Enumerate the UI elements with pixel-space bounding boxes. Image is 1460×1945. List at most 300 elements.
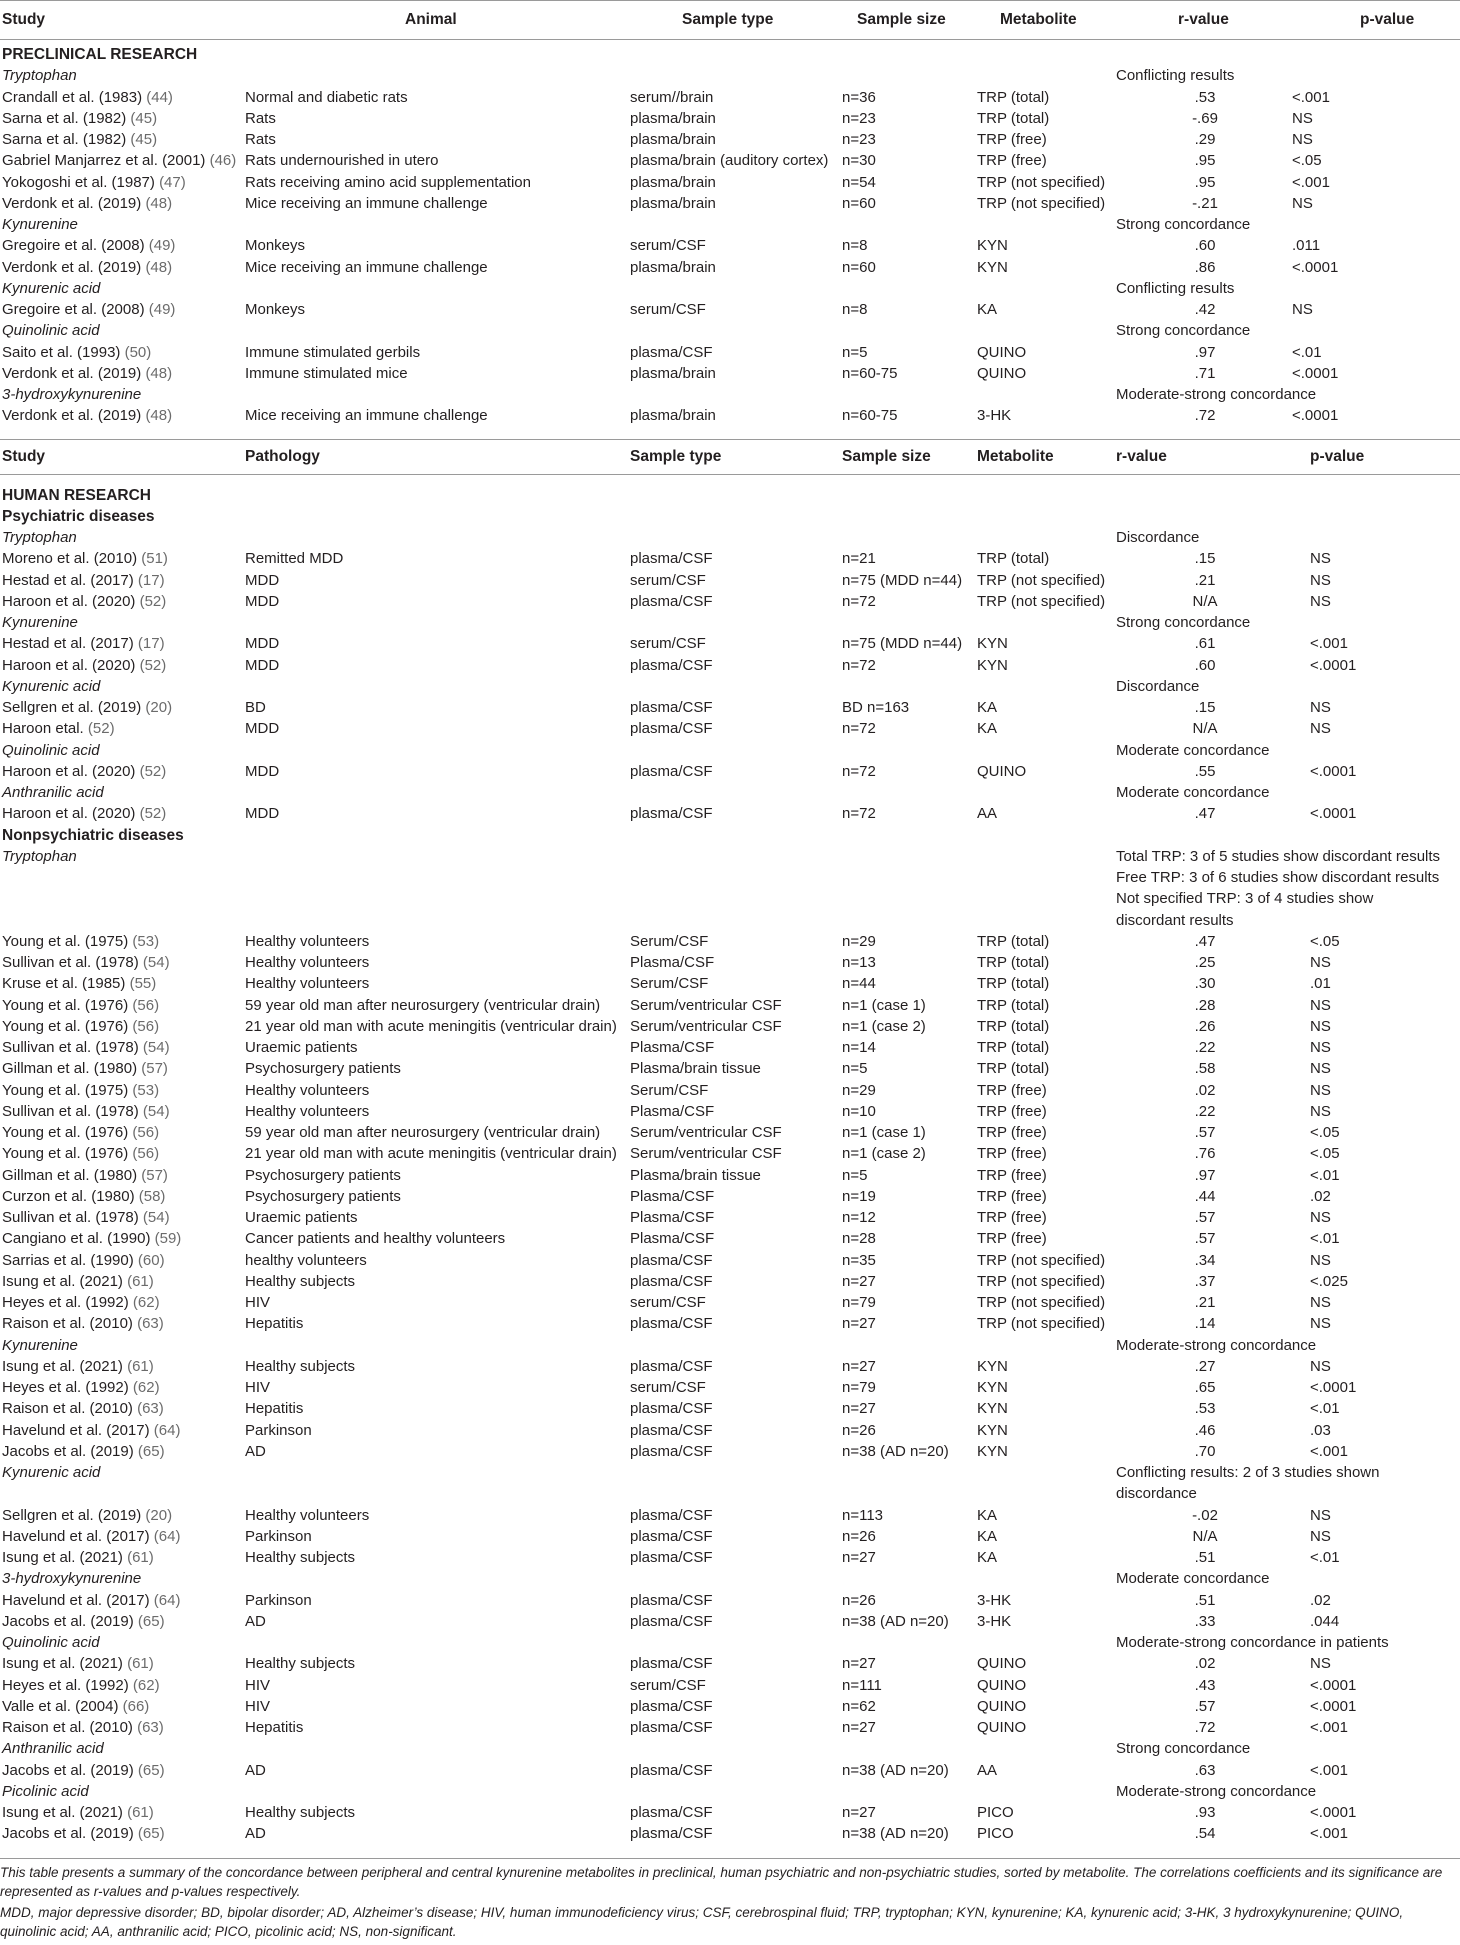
sample-size-cell: n=75 (MDD n=44) — [842, 571, 963, 589]
citation-link[interactable]: (56) — [132, 1145, 160, 1163]
study-cell: Jacobs et al. (2019) (65) — [2, 1612, 165, 1630]
p-value-cell: <.001 — [1310, 635, 1348, 653]
subject-cell: MDD — [245, 720, 280, 738]
metabolite-cell: TRP (not specified) — [977, 1251, 1106, 1269]
sample-type-cell: plasma/CSF — [630, 1591, 713, 1609]
citation-link[interactable]: (48) — [145, 258, 173, 276]
sample-type-cell: plasma/CSF — [630, 1272, 713, 1290]
sample-type-cell: plasma/CSF — [630, 1400, 713, 1418]
col-sample-type: Sample type — [630, 447, 722, 465]
study-cell: Jacobs et al. (2019) (65) — [2, 1442, 165, 1460]
sample-size-cell: n=113 — [842, 1506, 884, 1524]
p-value-cell: NS — [1310, 1294, 1331, 1311]
citation-link[interactable]: (61) — [127, 1272, 154, 1290]
p-value-cell: <.0001 — [1310, 1697, 1357, 1715]
citation-link[interactable]: (57) — [141, 1060, 168, 1078]
citation-link[interactable]: (48) — [145, 407, 173, 425]
study-cell: Isung et al. (2021) (61) — [2, 1655, 154, 1673]
subject-cell: Rats undernourished in utero — [245, 152, 439, 170]
sample-type-cell: plasma/CSF — [630, 1655, 713, 1673]
r-value-cell: .97 — [1194, 1166, 1216, 1184]
study-cell: Isung et al. (2021) (61) — [2, 1549, 154, 1566]
table-row — [0, 363, 1460, 384]
p-value-cell: <.01 — [1310, 1166, 1340, 1184]
citation-link[interactable]: (56) — [132, 1124, 160, 1141]
study-cell: Gabriel Manjarrez et al. (2001) (46) — [2, 152, 237, 170]
study-cell: Sellgren et al. (2019) (20) — [2, 699, 173, 716]
citation-link[interactable]: (52) — [139, 762, 167, 780]
metabolite-cell: TRP (total) — [977, 550, 1050, 568]
sample-type-cell: plasma/brain — [630, 194, 716, 212]
concordance-summary: Moderate-strong concordance — [1116, 1782, 1317, 1800]
study-cell: Moreno et al. (2010) (51) — [2, 550, 168, 568]
citation-link[interactable]: (53) — [132, 1081, 160, 1099]
study-cell: Heyes et al. (1992) (62) — [2, 1379, 160, 1396]
concordance-summary: Moderate concordance — [1116, 1570, 1270, 1588]
table-row — [0, 1760, 1460, 1781]
study-cell: Sullivan et al. (1978) (54) — [2, 954, 170, 971]
metabolite-cell: KYN — [977, 1379, 1008, 1396]
sample-size-cell: n=26 — [842, 1591, 876, 1609]
table-row — [0, 1271, 1460, 1292]
sample-size-cell: n=27 — [842, 1272, 876, 1290]
study-cell: Isung et al. (2021) (61) — [2, 1272, 154, 1290]
citation-link[interactable]: (44) — [146, 88, 173, 106]
sample-size-cell: n=1 (case 1) — [842, 1124, 926, 1141]
citation-link[interactable]: (63) — [137, 1315, 164, 1333]
citation-link[interactable]: (65) — [137, 1442, 165, 1460]
table-row — [0, 548, 1460, 569]
metabolite-group-name: 3-hydroxykynurenine — [2, 386, 142, 403]
subject-cell: Mice receiving an immune challenge — [245, 194, 488, 212]
citation-link[interactable]: (52) — [139, 656, 167, 674]
metabolite-cell: 3-HK — [977, 1612, 1012, 1630]
r-value-cell: .15 — [1194, 550, 1216, 568]
sample-type-cell: plasma/CSF — [630, 1549, 713, 1566]
citation-link[interactable]: (58) — [138, 1187, 166, 1205]
concordance-summary: Moderate-strong concordance in patients — [1116, 1634, 1389, 1651]
sample-size-cell: n=54 — [842, 173, 876, 191]
r-value-cell: .22 — [1194, 1039, 1216, 1056]
study-cell: Havelund et al. (2017) (64) — [2, 1421, 181, 1439]
citation-link[interactable]: (64) — [153, 1421, 181, 1439]
metabolite-group-name: Kynurenine — [2, 614, 78, 631]
study-cell: Young et al. (1976) (56) — [2, 1017, 160, 1035]
r-value-cell: .57 — [1194, 1124, 1216, 1141]
sample-size-cell: BD n=163 — [842, 699, 910, 716]
table-row — [0, 1122, 1460, 1143]
citation-link[interactable]: (54) — [142, 1102, 170, 1120]
concordance-summary: discordance — [1116, 1485, 1197, 1503]
citation-link[interactable]: (53) — [132, 932, 160, 950]
subject-cell: Healthy subjects — [245, 1655, 356, 1673]
sample-size-cell: n=62 — [842, 1697, 876, 1715]
table-row — [0, 1547, 1460, 1568]
p-value-cell: <.0001 — [1310, 762, 1357, 780]
subsection-title-text: Psychiatric diseases — [2, 507, 155, 525]
r-value-cell: .34 — [1194, 1251, 1216, 1269]
sample-type-cell: serum/CSF — [630, 635, 706, 653]
citation-link[interactable]: (57) — [141, 1166, 168, 1184]
metabolite-group-header — [0, 676, 1460, 697]
study-cell: Valle et al. (2004) (66) — [2, 1697, 150, 1715]
study-cell: Verdonk et al. (2019) (48) — [2, 194, 173, 212]
citation-link[interactable]: (54) — [142, 1209, 170, 1226]
citation-link[interactable]: (50) — [124, 343, 152, 361]
subject-cell: AD — [245, 1761, 266, 1779]
subject-cell: Healthy volunteers — [245, 1102, 370, 1120]
study-cell: Young et al. (1976) (56) — [2, 1145, 160, 1163]
sample-size-cell: n=14 — [842, 1039, 876, 1056]
study-cell: Gregoire et al. (2008) (49) — [2, 237, 176, 255]
concordance-summary: Free TRP: 3 of 6 studies show discordant results — [1116, 869, 1440, 886]
citation-link[interactable]: (17) — [137, 571, 165, 589]
p-value-cell: NS — [1310, 1209, 1331, 1226]
p-value-cell: <.01 — [1310, 1400, 1340, 1418]
metabolite-cell: TRP (not specified) — [977, 592, 1106, 610]
metabolite-group-header — [0, 1632, 1460, 1653]
sample-type-cell: plasma/CSF — [630, 343, 713, 361]
subject-cell: Healthy volunteers — [245, 954, 370, 971]
r-value-cell: .30 — [1194, 975, 1216, 993]
citation-link[interactable]: (20) — [145, 1506, 173, 1524]
metabolite-group-name: Kynurenic acid — [2, 677, 101, 695]
citation-link[interactable]: (49) — [148, 301, 176, 318]
metabolite-cell: KYN — [977, 1421, 1008, 1439]
citation-link[interactable]: (52) — [87, 720, 115, 738]
citation-link[interactable]: (63) — [137, 1400, 164, 1418]
study-cell: Young et al. (1976) (56) — [2, 1124, 160, 1141]
table-row — [0, 1505, 1460, 1526]
col-animal: Animal — [405, 11, 457, 28]
study-cell: Jacobs et al. (2019) (65) — [2, 1825, 165, 1843]
subject-cell: Monkeys — [245, 237, 306, 255]
metabolite-group-name: Tryptophan — [2, 529, 77, 546]
metabolite-group-name: Kynurenine — [2, 1336, 78, 1354]
metabolite-cell: AA — [977, 1761, 998, 1779]
subject-cell: Remitted MDD — [245, 550, 344, 568]
citation-link[interactable]: (61) — [127, 1357, 154, 1375]
citation-link[interactable]: (56) — [132, 1017, 160, 1035]
r-value-cell: .42 — [1194, 301, 1216, 318]
subject-cell: Normal and diabetic rats — [245, 88, 408, 106]
citation-link[interactable]: (56) — [132, 996, 160, 1014]
metabolite-group-header — [0, 846, 1460, 931]
concordance-summary: Moderate-strong concordance — [1116, 386, 1317, 403]
metabolite-cell: TRP (not specified) — [977, 1272, 1106, 1290]
section-title — [0, 44, 1460, 65]
sample-size-cell: n=36 — [842, 88, 876, 106]
header-human — [0, 439, 1460, 475]
citation-link[interactable]: (62) — [132, 1379, 160, 1396]
subsection-title — [0, 825, 1460, 846]
table-row — [0, 761, 1460, 782]
metabolite-group-name: Tryptophan — [2, 847, 77, 865]
metabolite-cell: TRP (total) — [977, 1060, 1050, 1078]
footnote-summary: This table presents a summary of the concordance between peripheral and central kynurenine metabolites in preclinical, human psychiatric and non-psychiatric studies, sorted by metabolite. The correlations coefficients and its significance are represented as r-values and p-values respectively. — [0, 1865, 1443, 1899]
citation-link[interactable]: (46) — [209, 152, 237, 170]
metabolite-cell: TRP (free) — [977, 1081, 1047, 1099]
metabolite-cell: TRP (not specified) — [977, 194, 1106, 212]
citation-link[interactable]: (65) — [137, 1612, 165, 1630]
p-value-cell: <.001 — [1310, 1761, 1348, 1779]
study-cell: Sarna et al. (1982) (45) — [2, 131, 158, 148]
sample-size-cell: n=26 — [842, 1527, 876, 1545]
metabolite-group-header — [0, 1462, 1460, 1505]
citation-link[interactable]: (62) — [132, 1676, 160, 1694]
sample-size-cell: n=23 — [842, 109, 876, 127]
metabolite-cell: KA — [977, 301, 998, 318]
p-value-cell: NS — [1310, 1357, 1331, 1375]
citation-link[interactable]: (45) — [130, 131, 158, 148]
sample-size-cell: n=60 — [842, 194, 876, 212]
p-value-cell: NS — [1310, 1039, 1331, 1056]
metabolite-group-header — [0, 65, 1460, 86]
p-value-cell: <.0001 — [1310, 656, 1357, 674]
citation-link[interactable]: (64) — [153, 1527, 181, 1545]
sample-type-cell: plasma/CSF — [630, 1527, 713, 1545]
citation-link[interactable]: (48) — [145, 194, 173, 212]
p-value-cell: NS — [1310, 1017, 1331, 1035]
subject-cell: HIV — [245, 1379, 271, 1396]
study-cell: Raison et al. (2010) (63) — [2, 1719, 164, 1736]
citation-link[interactable]: (55) — [129, 975, 157, 993]
r-value-cell: .44 — [1194, 1187, 1216, 1205]
table-row — [0, 1696, 1460, 1717]
study-cell: Gillman et al. (1980) (57) — [2, 1060, 168, 1078]
citation-link[interactable]: (65) — [137, 1761, 165, 1779]
citation-link[interactable]: (54) — [142, 1039, 170, 1056]
subject-cell: Mice receiving an immune challenge — [245, 258, 488, 276]
r-value-cell: .57 — [1194, 1230, 1216, 1248]
p-value-cell: NS — [1310, 571, 1331, 589]
table-row — [0, 87, 1460, 108]
concordance-summary: Strong concordance — [1116, 614, 1251, 631]
subject-cell: Healthy subjects — [245, 1357, 356, 1375]
subject-cell: Rats — [245, 109, 276, 127]
subject-cell: Healthy volunteers — [245, 1506, 370, 1524]
metabolite-cell: QUINO — [977, 364, 1027, 382]
metabolite-cell: TRP (total) — [977, 932, 1050, 950]
citation-link[interactable]: (54) — [142, 954, 170, 971]
table-row — [0, 1228, 1460, 1249]
sample-type-cell: Plasma/CSF — [630, 1102, 715, 1120]
sample-type-cell: serum/CSF — [630, 237, 706, 255]
citation-link[interactable]: (20) — [145, 699, 173, 716]
subject-cell: Healthy volunteers — [245, 1081, 370, 1099]
p-value-cell: <.05 — [1310, 1145, 1340, 1163]
sample-size-cell: n=72 — [842, 720, 876, 738]
p-value-cell: NS — [1310, 699, 1331, 716]
r-value-cell: .02 — [1194, 1655, 1216, 1673]
r-value-cell: .26 — [1194, 1017, 1216, 1035]
sample-type-cell: plasma/CSF — [630, 720, 713, 738]
citation-link[interactable]: (52) — [139, 592, 167, 610]
study-cell: Sarna et al. (1982) (45) — [2, 109, 158, 127]
sample-type-cell: plasma/CSF — [630, 1421, 713, 1439]
citation-link[interactable]: (59) — [154, 1230, 182, 1248]
subject-cell: Mice receiving an immune challenge — [245, 407, 488, 425]
sample-size-cell: n=111 — [842, 1676, 882, 1694]
subject-cell: HIV — [245, 1294, 271, 1311]
sample-size-cell: n=8 — [842, 237, 868, 255]
citation-link[interactable]: (52) — [139, 805, 167, 823]
concordance-summary: Conflicting results — [1116, 279, 1235, 297]
sample-type-cell: Plasma/CSF — [630, 954, 715, 971]
subject-cell: Psychosurgery patients — [245, 1187, 401, 1205]
p-value-cell: NS — [1310, 1081, 1331, 1099]
metabolite-group-name: Kynurenic acid — [2, 1464, 101, 1481]
p-value-cell: NS — [1310, 1251, 1331, 1269]
p-value-cell: <.001 — [1310, 1442, 1348, 1460]
subject-cell: Immune stimulated gerbils — [245, 343, 421, 361]
sample-size-cell: n=60-75 — [842, 407, 898, 425]
r-value-cell: .57 — [1194, 1209, 1216, 1226]
sample-size-cell: n=10 — [842, 1102, 876, 1120]
metabolite-group-name: Picolinic acid — [2, 1782, 89, 1800]
study-cell: Heyes et al. (1992) (62) — [2, 1294, 160, 1311]
citation-link[interactable]: (49) — [148, 237, 176, 255]
concordance-summary: discordant results — [1116, 911, 1234, 929]
sample-size-cell: n=38 (AD n=20) — [842, 1612, 949, 1630]
subject-cell: 59 year old man after neurosurgery (ventricular drain) — [245, 1124, 601, 1141]
study-cell: Raison et al. (2010) (63) — [2, 1400, 164, 1418]
citation-link[interactable]: (51) — [141, 550, 168, 568]
sample-type-cell: plasma/CSF — [630, 805, 713, 823]
table-row — [0, 952, 1460, 973]
citation-link[interactable]: (65) — [137, 1825, 165, 1843]
sample-size-cell: n=21 — [842, 550, 876, 568]
p-value-cell: <.05 — [1310, 1124, 1340, 1141]
concordance-summary: Discordance — [1116, 529, 1200, 546]
subject-cell: MDD — [245, 762, 280, 780]
sample-size-cell: n=29 — [842, 932, 876, 950]
metabolite-cell: QUINO — [977, 1697, 1027, 1715]
study-cell: Sellgren et al. (2019) (20) — [2, 1506, 173, 1524]
study-cell: Sullivan et al. (1978) (54) — [2, 1209, 170, 1226]
metabolite-cell: KA — [977, 1527, 998, 1545]
table-row — [0, 1016, 1460, 1037]
citation-link[interactable]: (64) — [153, 1591, 181, 1609]
r-value-cell: -.21 — [1192, 194, 1218, 212]
metabolite-cell: TRP (free) — [977, 131, 1047, 148]
r-value-cell: .47 — [1194, 805, 1216, 823]
sample-size-cell: n=27 — [842, 1549, 876, 1566]
r-value-cell: .86 — [1194, 258, 1216, 276]
citation-link[interactable]: (63) — [137, 1719, 164, 1736]
sample-type-cell: serum/CSF — [630, 301, 706, 318]
r-value-cell: .60 — [1194, 237, 1216, 255]
sample-size-cell: n=5 — [842, 1060, 868, 1078]
citation-link[interactable]: (60) — [137, 1251, 165, 1269]
sample-type-cell: plasma/CSF — [630, 1442, 713, 1460]
col-p: p-value — [1360, 11, 1415, 28]
sample-size-cell: n=27 — [842, 1655, 876, 1673]
sample-size-cell: n=35 — [842, 1251, 876, 1269]
sample-size-cell: n=28 — [842, 1230, 876, 1248]
metabolite-group-name: Quinolinic acid — [2, 741, 100, 759]
study-cell: Raison et al. (2010) (63) — [2, 1315, 164, 1333]
citation-link[interactable]: (45) — [130, 109, 158, 127]
citation-link[interactable]: (61) — [127, 1549, 154, 1566]
sample-type-cell: plasma/CSF — [630, 1719, 713, 1736]
p-value-cell: .011 — [1292, 237, 1321, 255]
table-row — [0, 803, 1460, 824]
sample-size-cell: n=27 — [842, 1357, 876, 1375]
sample-type-cell: Serum/ventricular CSF — [630, 1017, 782, 1035]
footnote-abbreviations: MDD, major depressive disorder; BD, bipolar disorder; AD, Alzheimer’s disease; HIV, human immunodeficiency virus; CSF, cerebrospinal fluid; TRP, tryptophan; KYN, kynurenine; KA, kynurenic acid; 3-HK, 3 hydroxykynurenine; QUINO, quinolinic acid; AA, anthranilic acid; PICO, picolinic acid; NS, non-significant. — [0, 1905, 1404, 1939]
r-value-cell: .29 — [1194, 131, 1216, 148]
study-cell: Young et al. (1975) (53) — [2, 1081, 160, 1099]
p-value-cell: NS — [1292, 131, 1313, 148]
concordance-summary: Moderate concordance — [1116, 784, 1270, 801]
sample-type-cell: plasma/CSF — [630, 1357, 713, 1375]
subject-cell: Parkinson — [245, 1421, 312, 1439]
metabolite-cell: KA — [977, 720, 998, 738]
metabolite-group-name: Quinolinic acid — [2, 1634, 100, 1651]
r-value-cell: .37 — [1194, 1272, 1216, 1290]
sample-type-cell: Serum/ventricular CSF — [630, 1145, 782, 1163]
citation-link[interactable]: (48) — [145, 364, 173, 382]
citation-link[interactable]: (61) — [127, 1804, 154, 1821]
sample-type-cell: plasma/brain — [630, 109, 716, 127]
subsection-title — [0, 506, 1460, 527]
sample-type-cell: plasma/CSF — [630, 762, 713, 780]
metabolite-cell: 3-HK — [977, 1591, 1012, 1609]
p-value-cell: .03 — [1310, 1421, 1331, 1439]
citation-link[interactable]: (17) — [137, 635, 165, 653]
table-row — [0, 342, 1460, 363]
citation-link[interactable]: (47) — [159, 173, 186, 191]
metabolite-group-header — [0, 1738, 1460, 1759]
table-row — [0, 1356, 1460, 1377]
metabolite-group-header — [0, 740, 1460, 761]
r-value-cell: .76 — [1194, 1145, 1216, 1163]
metabolite-cell: TRP (not specified) — [977, 173, 1106, 191]
r-value-cell: .54 — [1194, 1825, 1216, 1843]
table-row — [0, 1207, 1460, 1228]
metabolite-group-name: Anthranilic acid — [2, 1740, 104, 1758]
sample-type-cell: plasma/brain — [630, 407, 716, 425]
sample-size-cell: n=79 — [842, 1379, 876, 1396]
r-value-cell: .47 — [1194, 932, 1216, 950]
metabolite-cell: TRP (not specified) — [977, 571, 1106, 589]
sample-size-cell: n=27 — [842, 1804, 876, 1821]
sample-type-cell: Serum/CSF — [630, 932, 709, 950]
study-cell: Haroon et al. (2020) (52) — [2, 656, 167, 674]
metabolite-group-name: Anthranilic acid — [2, 784, 104, 801]
sample-type-cell: plasma/brain — [630, 258, 716, 276]
p-value-cell: NS — [1292, 194, 1313, 212]
r-value-cell: .14 — [1194, 1315, 1216, 1333]
sample-size-cell: n=79 — [842, 1294, 876, 1311]
p-value-cell: <.05 — [1292, 152, 1322, 170]
study-cell: Havelund et al. (2017) (64) — [2, 1591, 181, 1609]
sample-type-cell: plasma/brain (auditory cortex) — [630, 152, 829, 170]
metabolite-cell: KYN — [977, 656, 1008, 674]
table-row — [0, 1590, 1460, 1611]
citation-link[interactable]: (66) — [122, 1697, 150, 1715]
citation-link[interactable]: (61) — [127, 1655, 154, 1673]
concordance-summary: Strong concordance — [1116, 322, 1251, 340]
sample-type-cell: plasma/CSF — [630, 550, 713, 568]
citation-link[interactable]: (62) — [132, 1294, 160, 1311]
table-row — [0, 299, 1460, 320]
subject-cell: Hepatitis — [245, 1315, 304, 1333]
table-row — [0, 1398, 1460, 1419]
subject-cell: healthy volunteers — [245, 1251, 367, 1269]
metabolite-cell: KYN — [977, 1400, 1008, 1418]
